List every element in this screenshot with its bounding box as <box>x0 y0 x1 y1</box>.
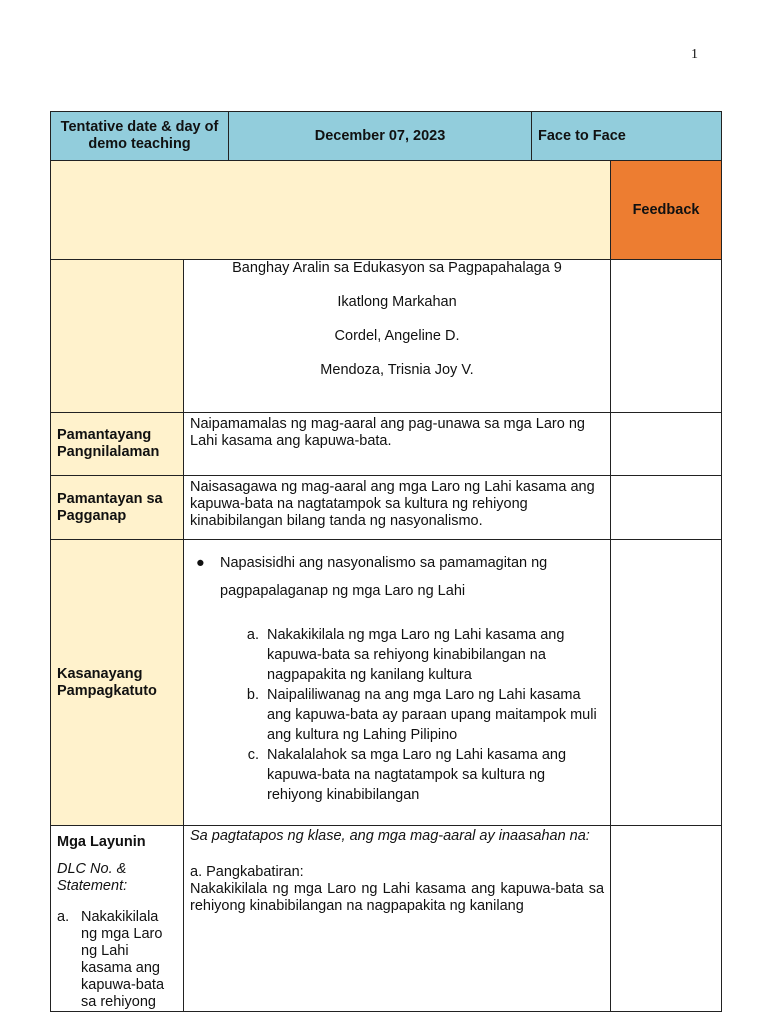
header-row <box>51 112 722 161</box>
dlc-label: DLC No. & Statement: <box>57 861 128 894</box>
content-standard-label: Pamantayang Pangnilalaman <box>51 413 184 476</box>
title-block <box>184 260 611 413</box>
quarter-label: Ikatlong Markahan <box>337 294 457 310</box>
list-item: b. Naipaliliwanag na ang mga Laro ng Lahi kasama ang kapuwa-bata ay paraan upang maitampok muli ang kultura ng Lahing Pilipino <box>263 685 604 745</box>
performance-standard-row <box>51 476 722 540</box>
objectives-category: a. Pangkabatiran: <box>190 864 304 880</box>
feedback-spacer-cell <box>51 161 611 260</box>
competency-list <box>190 625 604 805</box>
competency-label: Kasanayang Pampagkatuto <box>51 540 184 826</box>
competency-bullet-text: Napasisidhi ang nasyonalismo sa pamamagitan ng pagpapalaganap ng mga Laro ng Lahi <box>220 555 548 599</box>
content-standard-row <box>51 413 722 476</box>
title-label-cell <box>51 260 184 413</box>
competency-row <box>51 540 722 826</box>
demo-date-label: Tentative date & day of demo teaching <box>51 112 229 161</box>
performance-standard-text: Naisasagawa ng mag-aaral ang mga Laro ng Lahi kasama ang kapuwa-bata na nagtatampok sa kultura ng rehiyong kinabibilangan bilang tanda ng nasyonalismo. <box>184 476 611 540</box>
teaching-mode: Face to Face <box>532 112 722 161</box>
objectives-label-cell <box>51 826 184 1012</box>
dlc-item-text: Nakakikilala ng mga Laro ng Lahi kasama ang kapuwa-bata sa rehiyong <box>81 909 165 1010</box>
objectives-content <box>184 826 611 1012</box>
demo-date-value: December 07, 2023 <box>229 112 532 161</box>
feedback-cell <box>611 413 722 476</box>
objectives-label: Mga Layunin <box>57 834 146 850</box>
dlc-item-letter: a. <box>57 909 70 925</box>
feedback-cell <box>611 826 722 1012</box>
objectives-row <box>51 826 722 1012</box>
feedback-cell <box>611 476 722 540</box>
author-1: Cordel, Angeline D. <box>334 328 460 344</box>
bullet-icon: ● <box>196 555 205 571</box>
feedback-cell <box>611 260 722 413</box>
page-number: 1 <box>691 47 698 62</box>
lesson-plan-table <box>50 111 722 1012</box>
feedback-label: Feedback <box>611 161 722 260</box>
content-standard-text: Naipamamalas ng mag-aaral ang pag-unawa sa mga Laro ng Lahi kasama ang kapuwa-bata. <box>184 413 611 476</box>
performance-standard-label: Pamantayan sa Pagganap <box>51 476 184 540</box>
competency-content <box>184 540 611 826</box>
feedback-header-row <box>51 161 722 260</box>
lesson-plan-title: Banghay Aralin sa Edukasyon sa Pagpapahalaga 9 <box>232 260 562 276</box>
objectives-body: Nakakikilala ng mga Laro ng Lahi kasama ang kapuwa-bata sa rehiyong kinabibilangan na nagpapakita ng kanilang <box>190 881 605 914</box>
author-2: Mendoza, Trisnia Joy V. <box>320 362 474 378</box>
feedback-cell <box>611 540 722 826</box>
title-row <box>51 260 722 413</box>
competency-bullet <box>190 549 604 605</box>
dlc-item <box>57 909 177 1011</box>
objectives-intro: Sa pagtatapos ng klase, ang mga mag-aaral ay inaasahan na: <box>190 828 590 844</box>
list-item: c. Nakalalahok sa mga Laro ng Lahi kasama ang kapuwa-bata na nagtatampok sa kultura ng rehiyong kinabibilangan <box>263 745 604 805</box>
list-item: a. Nakakikilala ng mga Laro ng Lahi kasama ang kapuwa-bata sa rehiyong kinabibilangan na nagpapakita ng kanilang kultura <box>263 625 604 685</box>
